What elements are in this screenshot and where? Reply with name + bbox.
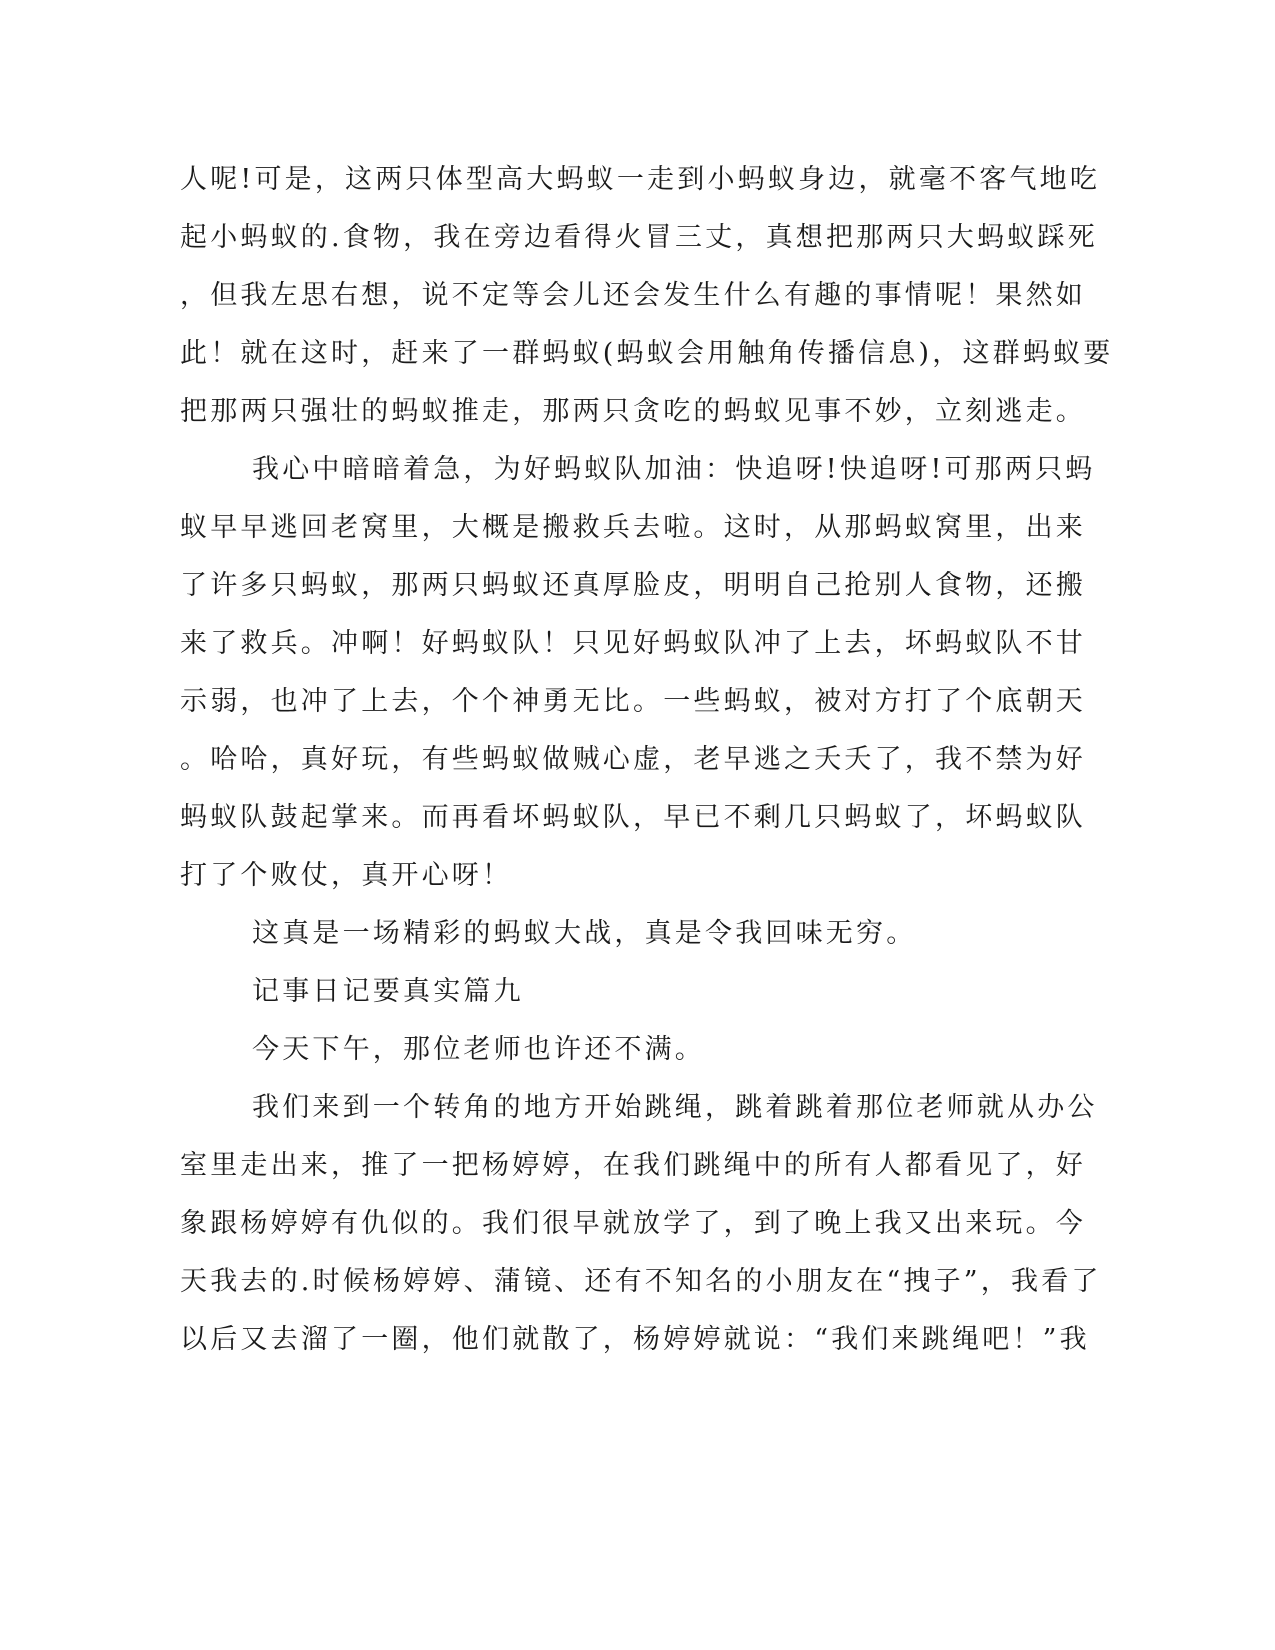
text-line: ，但我左思右想，说不定等会儿还会发生什么有趣的事情呢！果然如 xyxy=(180,280,1086,311)
text-line: 蚂蚁队鼓起掌来。而再看坏蚂蚁队，早已不剩几只蚂蚁了，坏蚂蚁队 xyxy=(180,802,1086,833)
section-heading: 记事日记要真实篇九 xyxy=(252,976,524,1007)
text-line: 示弱，也冲了上去，个个神勇无比。一些蚂蚁，被对方打了个底朝天 xyxy=(180,686,1086,717)
text-line: 。哈哈，真好玩，有些蚂蚁做贼心虚，老早逃之夭夭了，我不禁为好 xyxy=(180,744,1086,775)
text-line: 来了救兵。冲啊！好蚂蚁队！只见好蚂蚁队冲了上去，坏蚂蚁队不甘 xyxy=(180,628,1086,659)
text-line: 打了个败仗，真开心呀！ xyxy=(180,860,513,891)
text-line: 把那两只强壮的蚂蚁推走，那两只贪吃的蚂蚁见事不妙，立刻逃走。 xyxy=(180,396,1086,427)
text-line: 天我去的.时候杨婷婷、蒲镜、还有不知名的小朋友在“拽子”，我看了 xyxy=(180,1266,1102,1297)
text-line: 人呢!可是，这两只体型高大蚂蚁一走到小蚂蚁身边，就毫不客气地吃 xyxy=(180,164,1101,195)
paragraph-start-line: 我心中暗暗着急，为好蚂蚁队加油：快追呀!快追呀!可那两只蚂 xyxy=(252,454,1096,485)
paragraph-start-line: 这真是一场精彩的蚂蚁大战，真是令我回味无穷。 xyxy=(252,918,917,949)
text-line: 了许多只蚂蚁，那两只蚂蚁还真厚脸皮，明明自己抢别人食物，还搬 xyxy=(180,570,1086,601)
text-line: 此！就在这时，赶来了一群蚂蚁(蚂蚁会用触角传播信息)，这群蚂蚁要 xyxy=(180,338,1114,369)
text-line: 室里走出来，推了一把杨婷婷，在我们跳绳中的所有人都看见了，好 xyxy=(180,1150,1086,1181)
paragraph-start-line: 今天下午，那位老师也许还不满。 xyxy=(252,1034,705,1065)
text-line: 起小蚂蚁的.食物，我在旁边看得火冒三丈，真想把那两只大蚂蚁踩死 xyxy=(180,222,1098,253)
text-line: 以后又去溜了一圈，他们就散了，杨婷婷就说：“我们来跳绳吧！”我 xyxy=(180,1324,1090,1355)
paragraph-start-line: 我们来到一个转角的地方开始跳绳，跳着跳着那位老师就从办公 xyxy=(252,1092,1098,1123)
text-line: 象跟杨婷婷有仇似的。我们很早就放学了，到了晚上我又出来玩。今 xyxy=(180,1208,1086,1239)
text-line: 蚁早早逃回老窝里，大概是搬救兵去啦。这时，从那蚂蚁窝里，出来 xyxy=(180,512,1086,543)
